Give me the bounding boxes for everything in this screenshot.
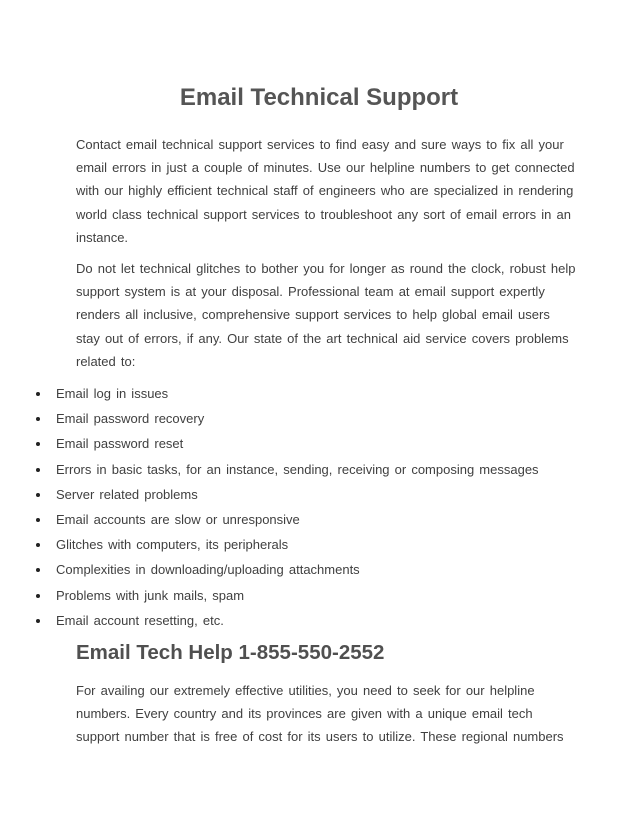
list-item-text: Email password recovery: [56, 411, 205, 427]
list-item-text: Problems with junk mails, spam: [56, 587, 245, 603]
document-title: Email Technical Support: [179, 84, 459, 111]
bullet-icon: [36, 518, 40, 522]
list-item-text: Email log in issues: [56, 386, 169, 401]
bullet-icon: [36, 468, 40, 472]
list-item-text: Email accounts are slow or unresponsive: [56, 511, 300, 527]
bullet-icon: [36, 619, 40, 623]
list-item-text: Complexities in downloading/uploading attachments: [56, 562, 360, 578]
list-item: [0, 507, 600, 532]
problems-list: [0, 381, 600, 633]
bullet-icon: [36, 493, 40, 497]
list-item: [0, 583, 600, 608]
list-item-text: Errors in basic tasks, for an instance, sending, receiving or composing messages: [56, 461, 539, 477]
bullet-icon: [36, 417, 40, 421]
helpline-heading: Email Tech Help 1-855-550-2552: [76, 641, 385, 664]
helpline-paragraph: For availing our extremely effective utilities, you need to seek for our helpline numbers. Every country and its provinces are given with a unique email tech support number that is free of cost for its users to utilize. These regional numbers: [76, 683, 564, 745]
bullet-icon: [36, 568, 40, 572]
bullet-icon: [36, 442, 40, 446]
list-item-text: Server related problems: [56, 486, 198, 502]
bullet-icon: [36, 594, 40, 598]
list-item-text: Email password reset: [56, 436, 184, 452]
list-item: [0, 406, 600, 431]
list-item: [0, 482, 600, 507]
list-item: [0, 431, 600, 456]
intro-paragraph: Contact email technical support services to find easy and sure ways to fix all your email errors in just a couple of minutes. Use our helpline numbers to get connected with our highly efficient technical staff of engineers who are specialized in rendering world class technical support services to troubleshoot any sort of email errors in an instance.: [76, 137, 575, 245]
list-item-text: Email account resetting, etc.: [56, 612, 224, 628]
list-item-text: Glitches with computers, its peripherals: [56, 537, 289, 553]
support-paragraph: Do not let technical glitches to bother you for longer as round the clock, robust help support system is at your disposal. Professional team at email support expertly renders all inclusive, comprehensive support services to help global email users stay out of errors, if any. Our state of the art technical aid service covers problems related to:: [76, 261, 576, 369]
bullet-icon: [36, 543, 40, 547]
list-item: [0, 532, 600, 557]
list-item: [0, 381, 600, 406]
list-item: [0, 457, 600, 482]
bullet-icon: [36, 392, 40, 396]
list-item: [0, 557, 600, 582]
list-item: [0, 608, 600, 633]
